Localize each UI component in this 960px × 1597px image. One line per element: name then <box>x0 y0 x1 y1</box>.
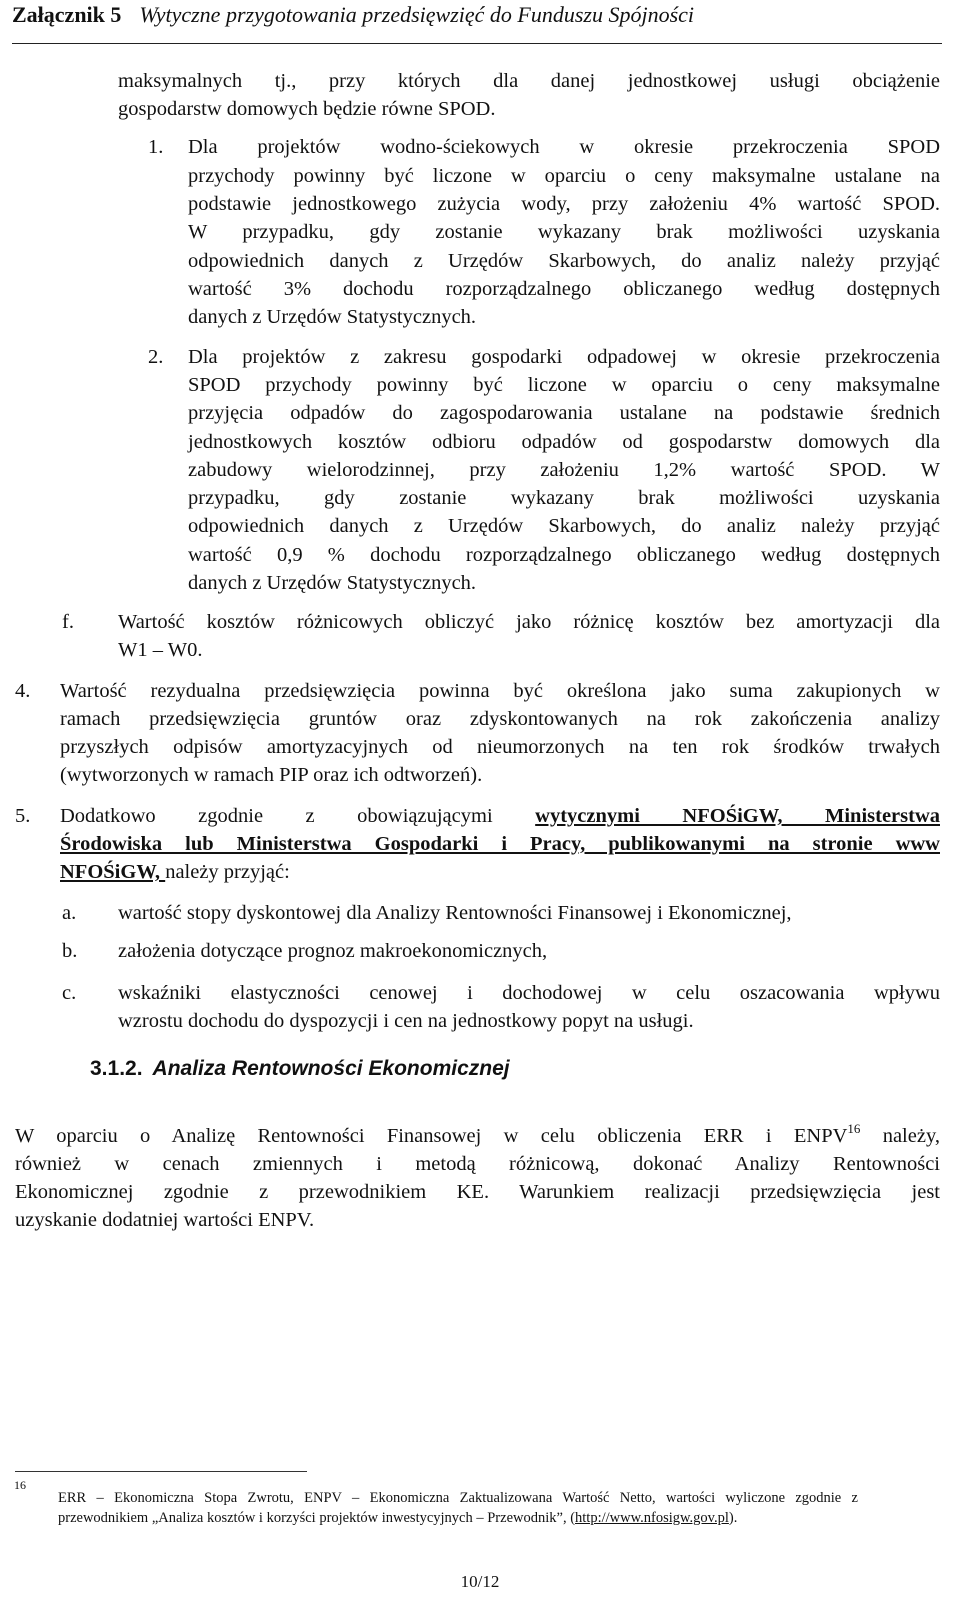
item-line <box>60 858 940 886</box>
item-number: 2. <box>148 346 164 368</box>
footnote-divider <box>15 1471 307 1472</box>
paragraph-line: również w cenach zmiennych i metodą różnicową, dokonać Analizy Rentowności <box>15 1153 940 1175</box>
item-line: Dla projektów wodno-ściekowych w okresie przekroczenia SPOD <box>188 136 940 158</box>
paragraph-line: Ekonomicznej zgodnie z przewodnikiem KE. Warunkiem realizacji przedsięwzięcia jest <box>15 1181 940 1203</box>
page-header <box>12 0 942 44</box>
sub-item-line: wzrostu dochodu do dyspozycji i cen na jednostkowy popyt na usługi. <box>118 1010 694 1032</box>
guidelines-link-text: wytycznymi NFOŚiGW, Ministerstwa <box>535 805 940 827</box>
item-line: (wytworzonych w ramach PIP oraz ich odtworzeń). <box>60 764 483 786</box>
item-line: danych z Urzędów Statystycznych. <box>188 306 477 328</box>
nfosigw-link[interactable]: http://www.nfosigw.gov.pl <box>575 1510 729 1526</box>
footnote-text: przewodnikiem „Analiza kosztów i korzyści projektów inwestycyjnych – Przewodnik”, ( <box>58 1510 576 1526</box>
sub-item-letter: a. <box>62 902 77 924</box>
item5-plain-text: Dodatkowo zgodnie z obowiązującymi <box>60 805 536 827</box>
item-line: odpowiednich danych z Urzędów Skarbowych, do analiz należy przyjąć <box>188 515 940 537</box>
paragraph-line: uzyskanie dodatniej wartości ENPV. <box>15 1209 315 1231</box>
item-line: SPOD przychody powinny być liczone w oparciu o ceny maksymalne <box>188 374 940 396</box>
sub-item-line: wartość stopy dyskontowej dla Analizy Rentowności Finansowej i Ekonomicznej, <box>118 902 792 924</box>
item-line: Dla projektów z zakresu gospodarki odpadowej w okresie przekroczenia <box>188 346 940 368</box>
header-label: Załącznik 5 <box>12 2 122 27</box>
item5-plain-text: należy przyjąć: <box>165 861 290 883</box>
item-line: danych z Urzędów Statystycznych. <box>188 572 477 594</box>
footnote-number: 16 <box>14 1478 26 1492</box>
item-number: 4. <box>15 680 31 702</box>
item-letter: f. <box>62 611 74 633</box>
footnote-text: ). <box>728 1510 738 1526</box>
item-line: przychody powinny być liczone w oparciu o ceny maksymalne ustalane na <box>188 165 940 187</box>
item-line: Wartość rezydualna przedsięwzięcia powinna być określona jako suma zakupionych w <box>60 680 940 702</box>
intro-line: gospodarstw domowych będzie równe SPOD. <box>118 98 496 120</box>
item-line: jednostkowych kosztów odbioru odpadów od gospodarstw domowych dla <box>188 431 940 453</box>
item-line: podstawie jednostkowego zużycia wody, przy założeniu 4% wartość SPOD. <box>188 193 940 215</box>
item-line: przypadku, gdy zostanie wykazany brak możliwości uzyskania <box>188 487 940 509</box>
item-line: przyjęcia odpadów do zagospodarowania ustalane na podstawie średnich <box>188 402 940 424</box>
footnote-line: ERR – Ekonomiczna Stopa Zwrotu, ENPV – Ekonomiczna Zaktualizowana Wartość Netto, wartości wyliczone zgodnie z <box>58 1490 858 1506</box>
sub-item-letter: b. <box>62 940 78 962</box>
item-number: 1. <box>148 136 164 158</box>
item-line: ramach przedsięwzięcia gruntów oraz zdyskontowanych na rok zakończenia analizy <box>60 708 940 730</box>
paragraph-text: należy, <box>860 1125 940 1147</box>
item-line: przyszłych odpisów amortyzacyjnych od nieumorzonych na ten rok środków trwałych <box>60 736 940 758</box>
item-number: 5. <box>15 805 31 827</box>
sub-item-letter: c. <box>62 982 77 1004</box>
sub-item-line: wskaźniki elastyczności cenowej i dochodowej w celu oszacowania wpływu <box>118 982 940 1004</box>
item-line: zabudowy wielorodzinnej, przy założeniu 1,2% wartość SPOD. W <box>188 459 940 481</box>
intro-line: maksymalnych tj., przy których dla danej jednostkowej usługi obciążenie <box>118 70 940 92</box>
item-line: wartość 0,9 % dochodu rozporządzalnego obliczanego według dostępnych <box>188 544 940 566</box>
sub-item-line: założenia dotyczące prognoz makroekonomicznych, <box>118 940 548 962</box>
footnote-line <box>58 1508 858 1528</box>
paragraph-text: W oparciu o Analizę Rentowności Finansowej w celu obliczenia ERR i ENPV <box>15 1125 848 1147</box>
footnote-reference[interactable]: 16 <box>847 1121 861 1136</box>
paragraph-line <box>15 1122 940 1150</box>
guidelines-link-text: NFOŚiGW, <box>60 861 166 883</box>
section-number: 3.1.2. <box>90 1057 143 1080</box>
item-line: W1 – W0. <box>118 639 203 661</box>
guidelines-link-text: Środowiska lub Ministerstwa Gospodarki i Pracy, publikowanymi na stronie www <box>60 833 940 855</box>
section-title: Analiza Rentowności Ekonomicznej <box>152 1057 510 1080</box>
section-heading <box>90 1057 510 1081</box>
item-line <box>60 802 940 830</box>
item-line: wartość 3% dochodu rozporządzalnego obliczanego według dostępnych <box>188 278 940 300</box>
item-line: W przypadku, gdy zostanie wykazany brak możliwości uzyskania <box>188 221 940 243</box>
item-line <box>60 830 940 858</box>
item-line: Wartość kosztów różnicowych obliczyć jako różnicę kosztów bez amortyzacji dla <box>118 611 940 633</box>
header-title: Wytyczne przygotowania przedsięwzięć do Funduszu Spójności <box>139 2 695 27</box>
page-number: 10/12 <box>460 1572 500 1591</box>
item-line: odpowiednich danych z Urzędów Skarbowych, do analiz należy przyjąć <box>188 250 940 272</box>
